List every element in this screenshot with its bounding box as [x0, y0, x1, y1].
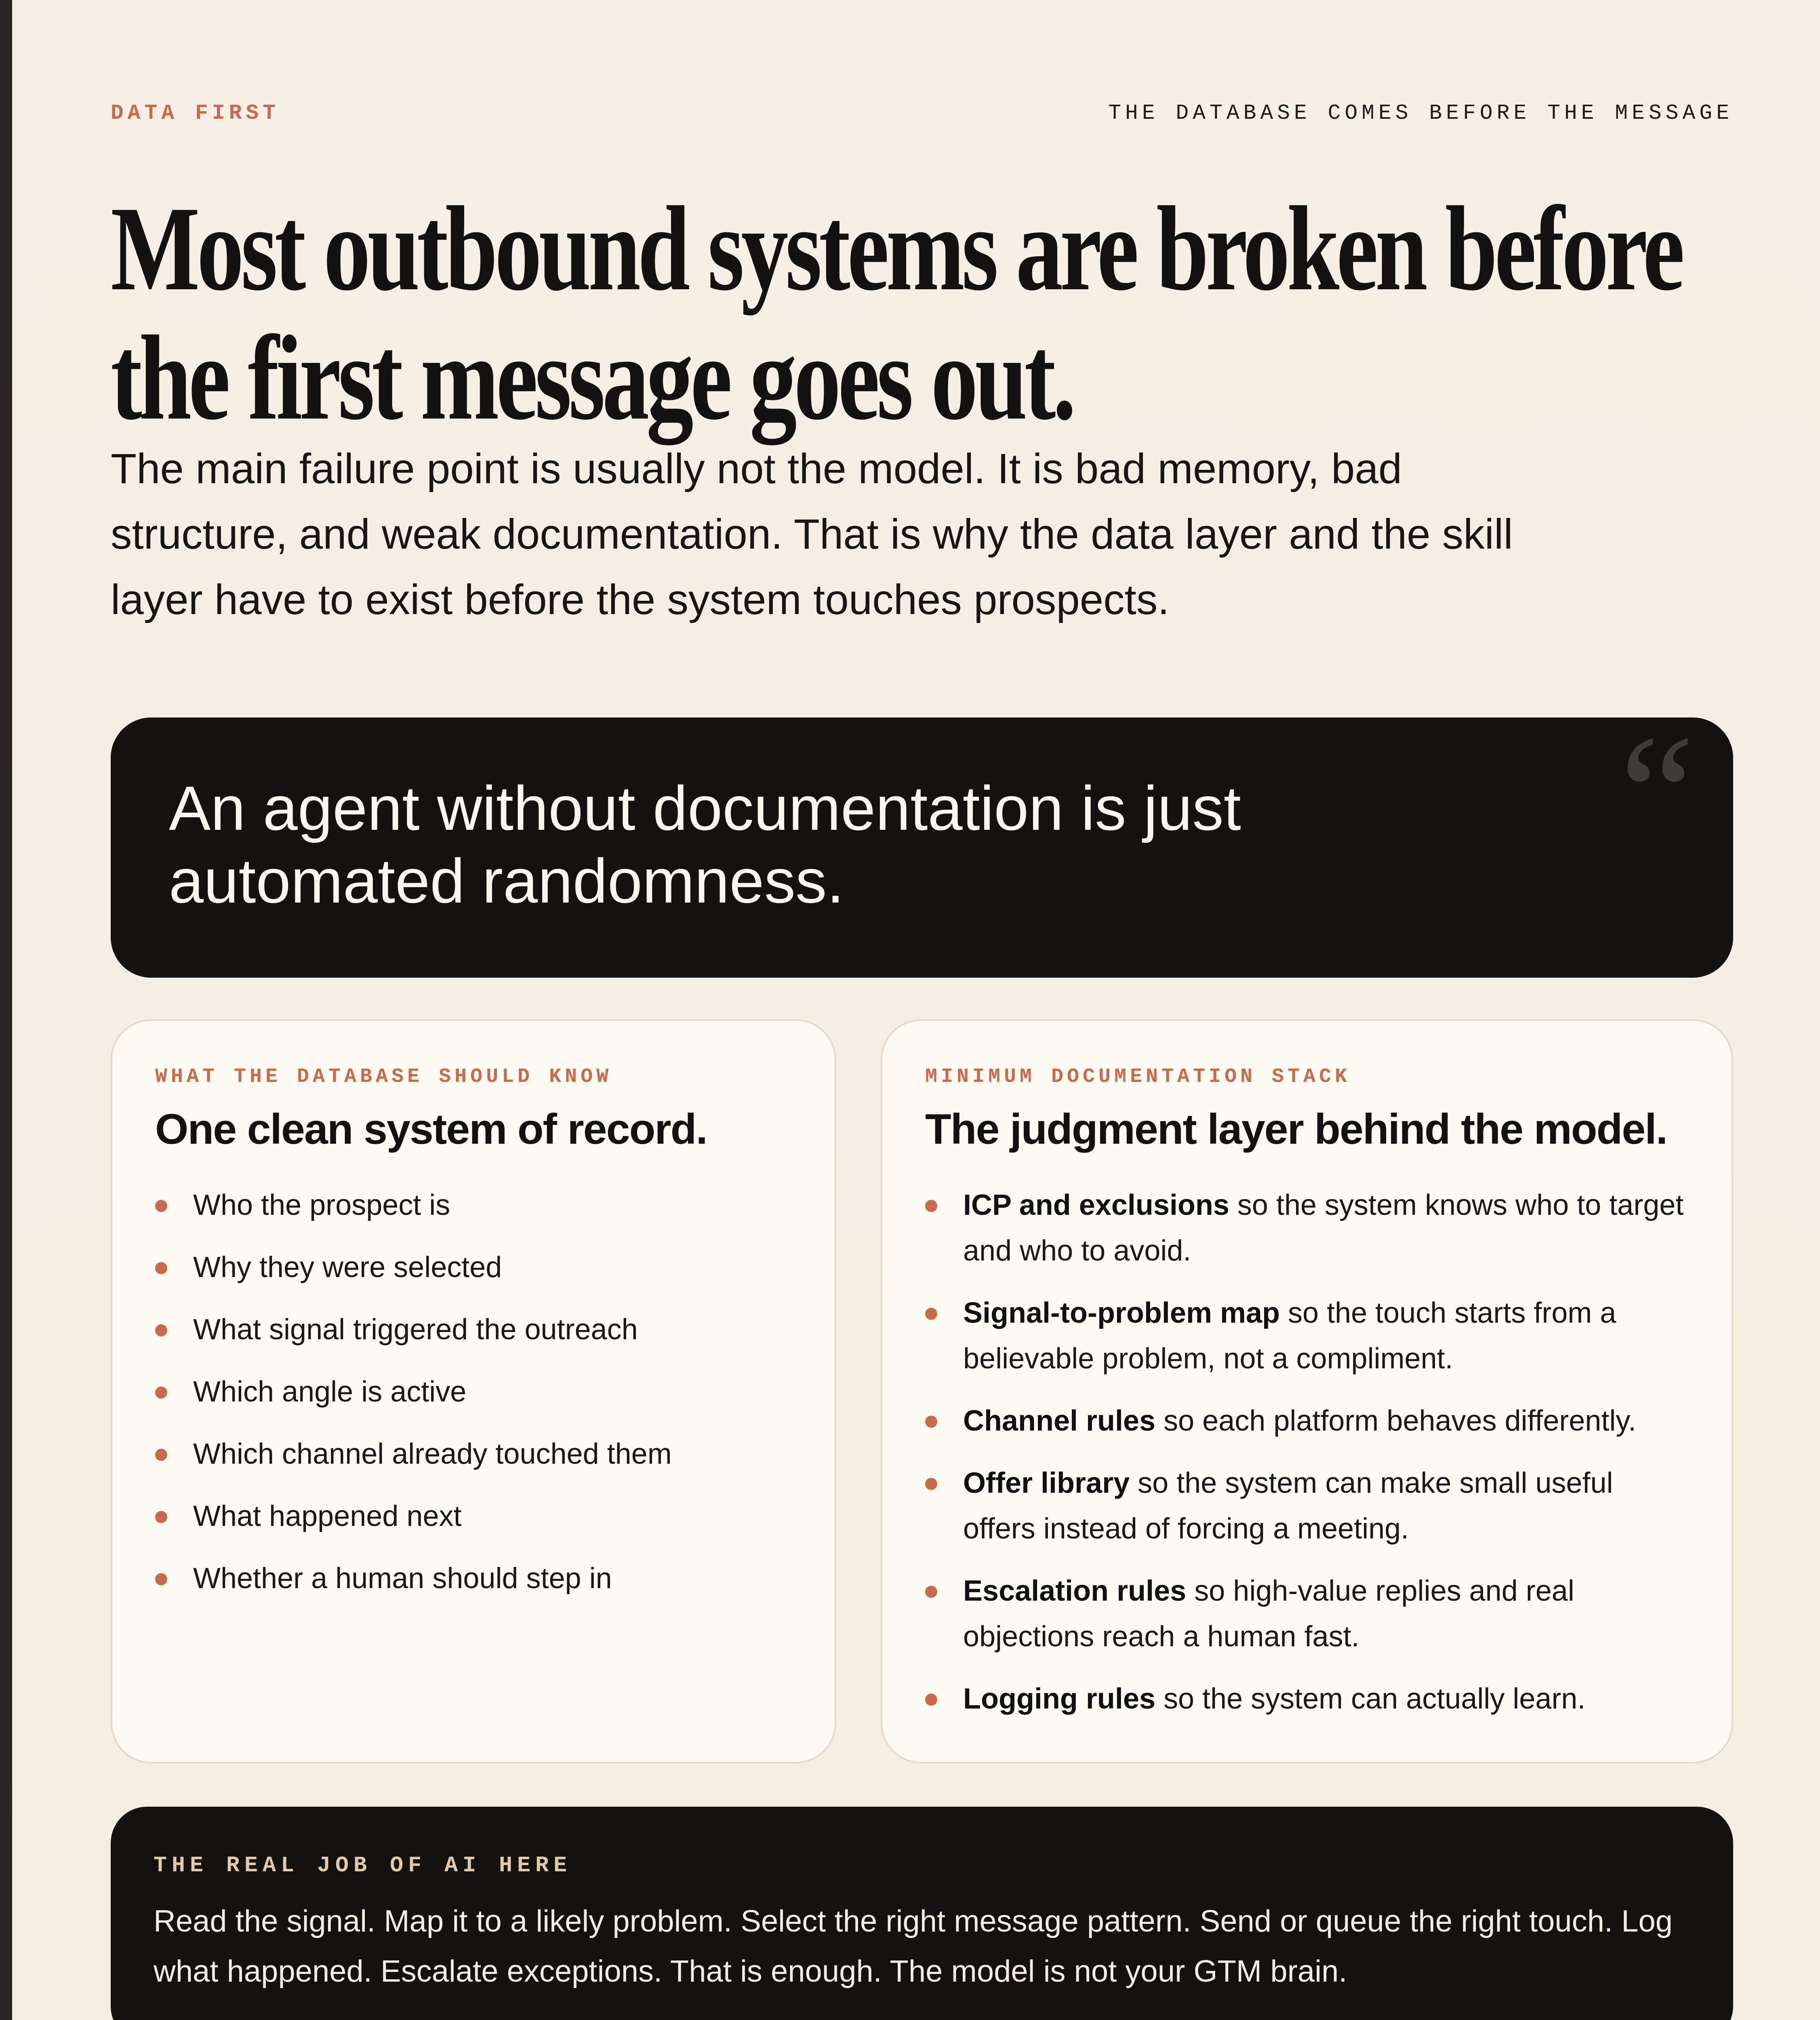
list-item: Offer library so the system can make small useful offers instead of forcing a meeting.	[925, 1460, 1693, 1552]
list-item: Which angle is active	[155, 1369, 802, 1415]
bullet-icon	[925, 1416, 937, 1428]
list-item: ICP and exclusions so the system knows who to target and who to avoid.	[925, 1183, 1693, 1274]
bullet-icon	[925, 1586, 937, 1598]
bullet-icon	[155, 1387, 167, 1399]
database-list	[155, 1183, 802, 1618]
list-item: Which channel already touched them	[155, 1431, 802, 1477]
list-item: Channel rules so each platform behaves differently.	[925, 1398, 1693, 1444]
list-item: What signal triggered the outreach	[155, 1307, 802, 1353]
documentation-card-title: The judgment layer behind the model.	[925, 1105, 1667, 1153]
bullet-icon	[925, 1200, 937, 1212]
quote-mark-icon: “	[1619, 700, 1695, 888]
lede-paragraph: The main failure point is usually not the model. It is bad memory, bad structure, and weak documentation. That is why the data layer and the skill layer have to exist before the system touches prospects.	[111, 445, 1513, 623]
bullet-icon	[925, 1694, 937, 1706]
bullet-icon	[155, 1262, 167, 1274]
callout-box	[111, 1807, 1733, 2020]
database-card-label: WHAT THE DATABASE SHOULD KNOW	[155, 1065, 612, 1088]
section-label: DATA FIRST	[111, 101, 280, 125]
database-card-title: One clean system of record.	[155, 1105, 707, 1153]
page-headline: Most outbound systems are broken before the first message goes out.	[111, 181, 1682, 445]
bullet-icon	[155, 1200, 167, 1212]
pull-quote-text: An agent without documentation is just automated randomness.	[169, 773, 1241, 916]
documentation-card	[881, 1019, 1733, 1763]
list-item: Who the prospect is	[155, 1183, 802, 1228]
list-item: Signal-to-problem map so the touch starts from a believable problem, not a compliment.	[925, 1290, 1693, 1382]
bullet-icon	[155, 1511, 167, 1523]
documentation-list	[925, 1183, 1693, 1738]
list-item: Logging rules so the system can actually learn.	[925, 1676, 1693, 1722]
bullet-icon	[155, 1573, 167, 1585]
database-card	[111, 1019, 836, 1763]
callout-label: THE REAL JOB OF AI HERE	[154, 1853, 572, 1878]
list-item: Whether a human should step in	[155, 1556, 802, 1601]
document-page	[12, 0, 1820, 2020]
callout-text: Read the signal. Map it to a likely problem. Select the right message pattern. Send or queue the right touch. Log what happened. Escalate exceptions. That is enough. The model is not your GTM brain.	[154, 1904, 1673, 1988]
documentation-card-label: MINIMUM DOCUMENTATION STACK	[925, 1065, 1351, 1088]
bullet-icon	[155, 1324, 167, 1336]
list-item: What happened next	[155, 1494, 802, 1539]
bullet-icon	[925, 1308, 937, 1320]
running-title: THE DATABASE COMES BEFORE THE MESSAGE	[1108, 101, 1733, 125]
pull-quote	[111, 700, 1733, 978]
list-item: Escalation rules so high-value replies and real objections reach a human fast.	[925, 1568, 1693, 1660]
bullet-icon	[155, 1449, 167, 1461]
list-item: Why they were selected	[155, 1245, 802, 1290]
bullet-icon	[925, 1478, 937, 1490]
